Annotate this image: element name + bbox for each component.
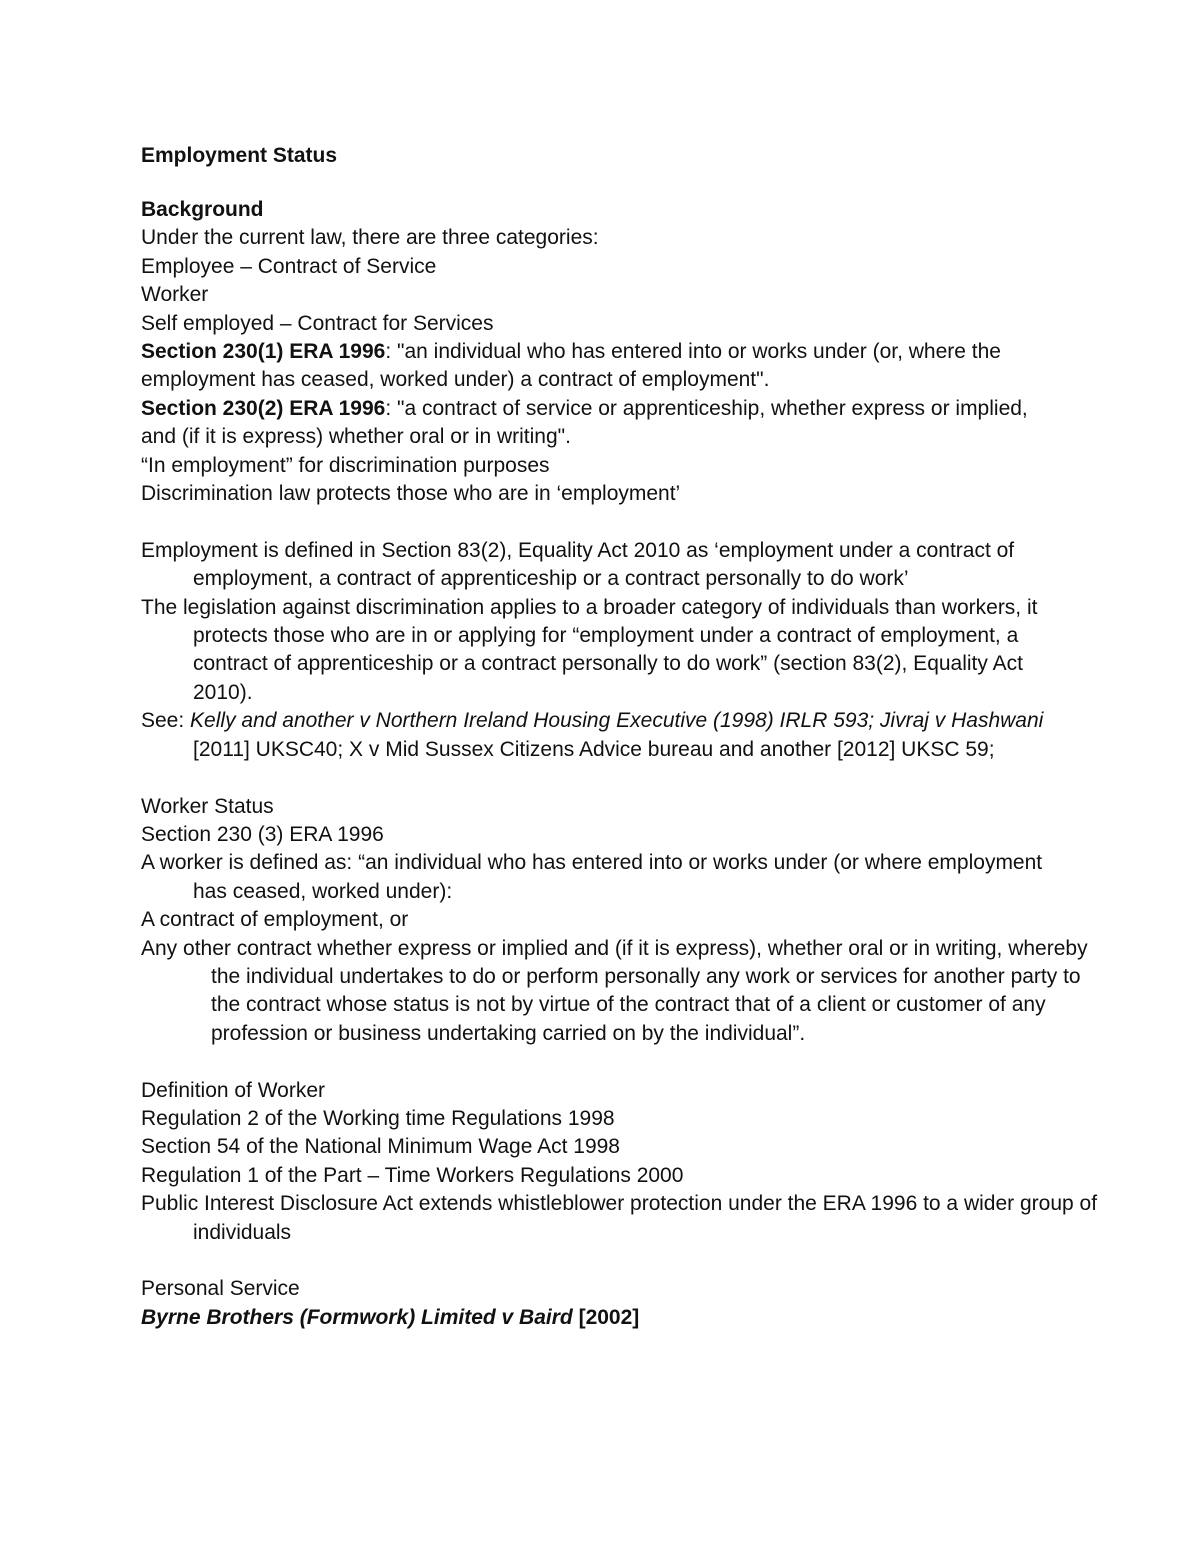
text-line: Discrimination law protects those who are in ‘employment’ [141, 482, 681, 506]
text-line: Regulation 2 of the Working time Regulations 1998 [141, 1106, 615, 1130]
case-name: Byrne Brothers (Formwork) Limited v Baird [141, 1305, 573, 1329]
see-cases-paragraph [141, 707, 1073, 764]
text-line: Worker [141, 283, 209, 307]
document-body [141, 140, 1098, 1332]
other-contract-paragraph: Any other contract whether express or implied and (if it is express), whether oral or in writing, whereby the individual undertakes to do or perform personally any work or services for another party to the contract whose status is not by virtue of the contract that of a client or customer of any profession or business undertaking carried on by the individual”. [141, 936, 1088, 1045]
worker-definition-paragraph: A worker is defined as: “an individual who has entered into or works under (or where employment has ceased, worked under): [141, 851, 1043, 903]
case-citation-rest: [2011] UKSC40; X v Mid Sussex Citizens Advice bureau and another [2012] UKSC 59; [193, 737, 995, 761]
background-heading: Background [141, 198, 264, 221]
text-line: Section 230 (3) ERA 1996 [141, 822, 384, 846]
section-230-1-paragraph [141, 338, 1041, 395]
text-line: A contract of employment, or [141, 908, 409, 932]
section-230-2-paragraph [141, 395, 1056, 452]
text-line: Self employed – Contract for Services [141, 311, 494, 335]
text-line: Regulation 1 of the Part – Time Workers Regulations 2000 [141, 1163, 684, 1187]
section-text: : "a contract of service or apprenticeship, whether express or implied, and (if it is express) whether oral or in writing". [141, 396, 1028, 449]
personal-service-heading: Personal Service [141, 1277, 300, 1301]
definition-of-worker-heading: Definition of Worker [141, 1078, 326, 1102]
section-text: : "an individual who has entered into or works under (or, where the employment has ceased, worked under) a contract of employment". [141, 340, 1001, 392]
text-line: Section 54 of the National Minimum Wage Act 1998 [141, 1135, 620, 1159]
see-prefix: See: [141, 709, 191, 733]
discrimination-legislation-paragraph: The legislation against discrimination applies to a broader category of individuals than workers, it protects those who are in or applying for “employment under a contract of employment, a contract of apprenticeship or a contract personally to do work” (section 83(2), Equality Act 2010). [141, 595, 1038, 704]
employment-definition-paragraph: Employment is defined in Section 83(2), Equality Act 2010 as ‘employment under a contract of employment, a contract of apprenticeship or a contract personally to do work’ [141, 538, 1015, 591]
text-line: Under the current law, there are three categories: [141, 226, 599, 250]
section-label: Section 230(1) ERA 1996 [141, 340, 386, 364]
personal-service-case [141, 1304, 1081, 1332]
section-label: Section 230(2) ERA 1996 [141, 396, 386, 420]
text-line: Employee – Contract of Service [141, 254, 437, 278]
case-citation: Kelly and another v Northern Ireland Housing Executive (1998) IRLR 593; Jivraj v Hashwani [190, 709, 1044, 733]
case-year: [2002] [572, 1305, 640, 1329]
public-interest-paragraph: Public Interest Disclosure Act extends whistleblower protection under the ERA 1996 to a wider group of individuals [141, 1192, 1098, 1244]
text-line: “In employment” for discrimination purposes [141, 453, 550, 477]
document-title: Employment Status [141, 144, 338, 167]
worker-status-heading: Worker Status [141, 794, 274, 818]
